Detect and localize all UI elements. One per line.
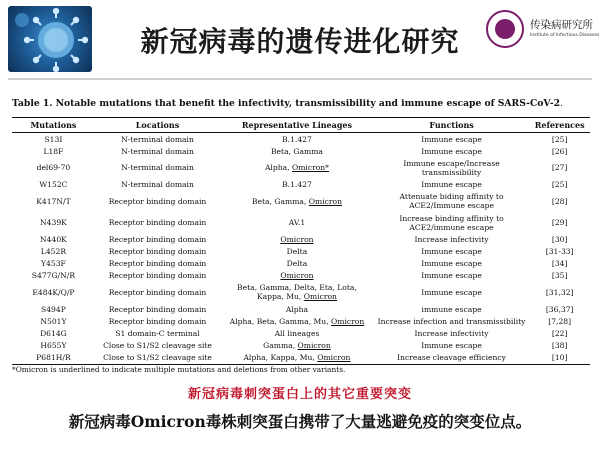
cell-function: Immune escape	[421, 246, 482, 256]
table-row	[12, 145, 590, 157]
cell-location: Receptor binding domain	[108, 316, 207, 326]
header-divider	[8, 78, 592, 80]
table-row	[12, 133, 590, 146]
cell-function: Immune escape	[421, 271, 482, 281]
cell-lineage: Beta, Gamma	[270, 146, 323, 156]
cell-function: Immune escape	[421, 259, 482, 269]
cell-reference: [25]	[551, 134, 568, 144]
cell-mutation: N501Y	[40, 316, 67, 326]
cell-lineage: Beta, Gamma, Omicron	[251, 196, 342, 206]
cell-function: Immune escape	[421, 146, 482, 156]
cell-mutation: S477G/N/R	[31, 271, 76, 281]
table-row	[12, 212, 590, 233]
cell-lineage: Omicron	[280, 234, 314, 244]
cell-lineage: Gamma, Omicron	[263, 341, 331, 351]
cell-reference: [26]	[551, 146, 568, 156]
cell-mutation: H655Y	[40, 341, 67, 351]
cell-mutation: P681H/R	[12, 352, 95, 365]
cell-mutation: L18F	[43, 146, 64, 156]
cell-lineage: Beta, Gamma, Delta, Eta, Lota, Kappa, Mu, Omicron	[237, 283, 357, 302]
cell-lineage: B.1.427	[282, 180, 312, 190]
cell-reference: [34]	[551, 259, 568, 269]
cell-lineage: AV.1	[288, 218, 306, 228]
cell-reference: [29]	[551, 218, 568, 228]
cell-location: Receptor binding domain	[108, 234, 207, 244]
cell-function: Increase infection and transmissibility	[377, 316, 526, 326]
table-row	[12, 352, 590, 365]
table-row	[12, 179, 590, 191]
cell-function: Increase infectivity	[414, 234, 489, 244]
cell-reference: [31-33]	[545, 246, 574, 256]
cell-function: Immune escape	[421, 134, 482, 144]
cell-reference: [38]	[551, 341, 568, 351]
table-row	[12, 315, 590, 327]
cell-mutation: del69-70	[36, 163, 71, 173]
table-row	[12, 157, 590, 178]
table-row	[12, 258, 590, 270]
cell-lineage: Alpha, Beta, Gamma, Mu, Omicron	[229, 316, 365, 326]
table-row	[12, 191, 590, 212]
col-mutations: Mutations	[12, 118, 95, 133]
cell-location: Receptor binding domain	[108, 287, 207, 297]
cell-location: Receptor binding domain	[108, 271, 207, 281]
cell-function: immune escape	[421, 304, 482, 314]
cell-lineage: Delta	[286, 259, 308, 269]
page-title: 新冠病毒的遗传进化研究	[140, 25, 460, 58]
cell-mutation: Y453F	[41, 259, 66, 269]
cell-location: Receptor binding domain	[108, 196, 207, 206]
cell-reference: [10]	[529, 352, 590, 365]
cell-reference: [30]	[551, 234, 568, 244]
cell-function: Increase infectivity	[414, 329, 489, 339]
cell-lineage: All lineages	[274, 329, 320, 339]
cell-function: Increase cleavage efficiency	[374, 352, 530, 365]
cell-reference: [27]	[551, 163, 568, 173]
table-row	[12, 340, 590, 352]
institute-name-cn: 传染病研究所	[530, 19, 593, 31]
table-row	[12, 282, 590, 303]
cell-lineage: B.1.427	[282, 134, 312, 144]
cell-function: Attenuate biding affinity to ACE2/Immune escape	[399, 192, 504, 211]
table-footnote: *Omicron is underlined to indicate multiple mutations and deletions from other variants.	[12, 365, 346, 374]
subtitle-red: 新冠病毒刺突蛋白上的其它重要突变	[187, 387, 412, 402]
institute-name-en: Institute of Infectious Diseases	[530, 33, 600, 38]
cell-location: S1 domain-C terminal	[115, 329, 200, 339]
col-lineages: Representative Lineages	[220, 118, 374, 133]
cell-lineage: Alpha	[285, 304, 309, 314]
mutations-table	[12, 117, 590, 365]
cell-lineage: Omicron	[280, 271, 314, 281]
cell-function: Increase binding affinity to ACE2/immune escape	[399, 213, 504, 232]
table-row	[12, 233, 590, 245]
cell-mutation: E484K/Q/P	[32, 287, 75, 297]
cell-location: N-terminal domain	[121, 134, 194, 144]
table-row	[12, 245, 590, 257]
cell-location: Receptor binding domain	[108, 246, 207, 256]
cell-reference: [22]	[551, 329, 568, 339]
cell-mutation: L452R	[40, 246, 67, 256]
virus-image	[8, 6, 92, 72]
institute-logo	[486, 10, 524, 48]
cell-lineage: Alpha, Omicron*	[264, 163, 329, 173]
cell-function: Immune escape/Increase transmissibility	[403, 158, 500, 177]
cell-mutation: N440K	[40, 234, 67, 244]
cell-function: Immune escape	[421, 341, 482, 351]
bottom-statement: 新冠病毒Omicron毒株刺突蛋白携带了大量逃避免疫的突变位点。	[68, 412, 532, 431]
cell-reference: [36,37]	[545, 304, 574, 314]
table-row	[12, 303, 590, 315]
cell-mutation: S13I	[44, 134, 63, 144]
table-row	[12, 270, 590, 282]
cell-mutation: W152C	[39, 180, 68, 190]
cell-mutation: K417N/T	[36, 196, 71, 206]
cell-location: Receptor binding domain	[108, 218, 207, 228]
cell-location: Close to S1/S2 cleavage site	[103, 341, 212, 351]
cell-mutation: S494P	[41, 304, 66, 314]
coronavirus-icon	[8, 6, 92, 72]
cell-reference: [35]	[551, 271, 568, 281]
cell-function: Immune escape	[421, 287, 482, 297]
cell-reference: [7,28]	[548, 316, 572, 326]
cell-location: Receptor binding domain	[108, 259, 207, 269]
cell-mutation: N439K	[40, 218, 67, 228]
cell-location: N-terminal domain	[121, 146, 194, 156]
cell-location: N-terminal domain	[121, 163, 194, 173]
col-functions: Functions	[374, 118, 530, 133]
cell-function: Immune escape	[421, 180, 482, 190]
table-row	[12, 327, 590, 339]
cell-lineage: Delta	[286, 246, 308, 256]
cell-location: N-terminal domain	[121, 180, 194, 190]
cell-reference: [28]	[551, 196, 568, 206]
cell-mutation: D614G	[40, 329, 67, 339]
cell-location: Receptor binding domain	[108, 304, 207, 314]
cell-location: Close to S1/S2 cleavage site	[95, 352, 220, 365]
cell-reference: [25]	[551, 180, 568, 190]
table-header-row	[12, 118, 590, 133]
logo-emblem-icon	[495, 19, 515, 39]
cell-reference: [31,32]	[545, 287, 574, 297]
col-locations: Locations	[95, 118, 220, 133]
table-caption: Table 1. Notable mutations that benefit the infectivity, transmissibility and immune escape of SARS-CoV-2.	[12, 98, 564, 109]
col-references: References	[529, 118, 590, 133]
cell-lineage: Alpha, Kappa, Mu, Omicron	[220, 352, 374, 365]
